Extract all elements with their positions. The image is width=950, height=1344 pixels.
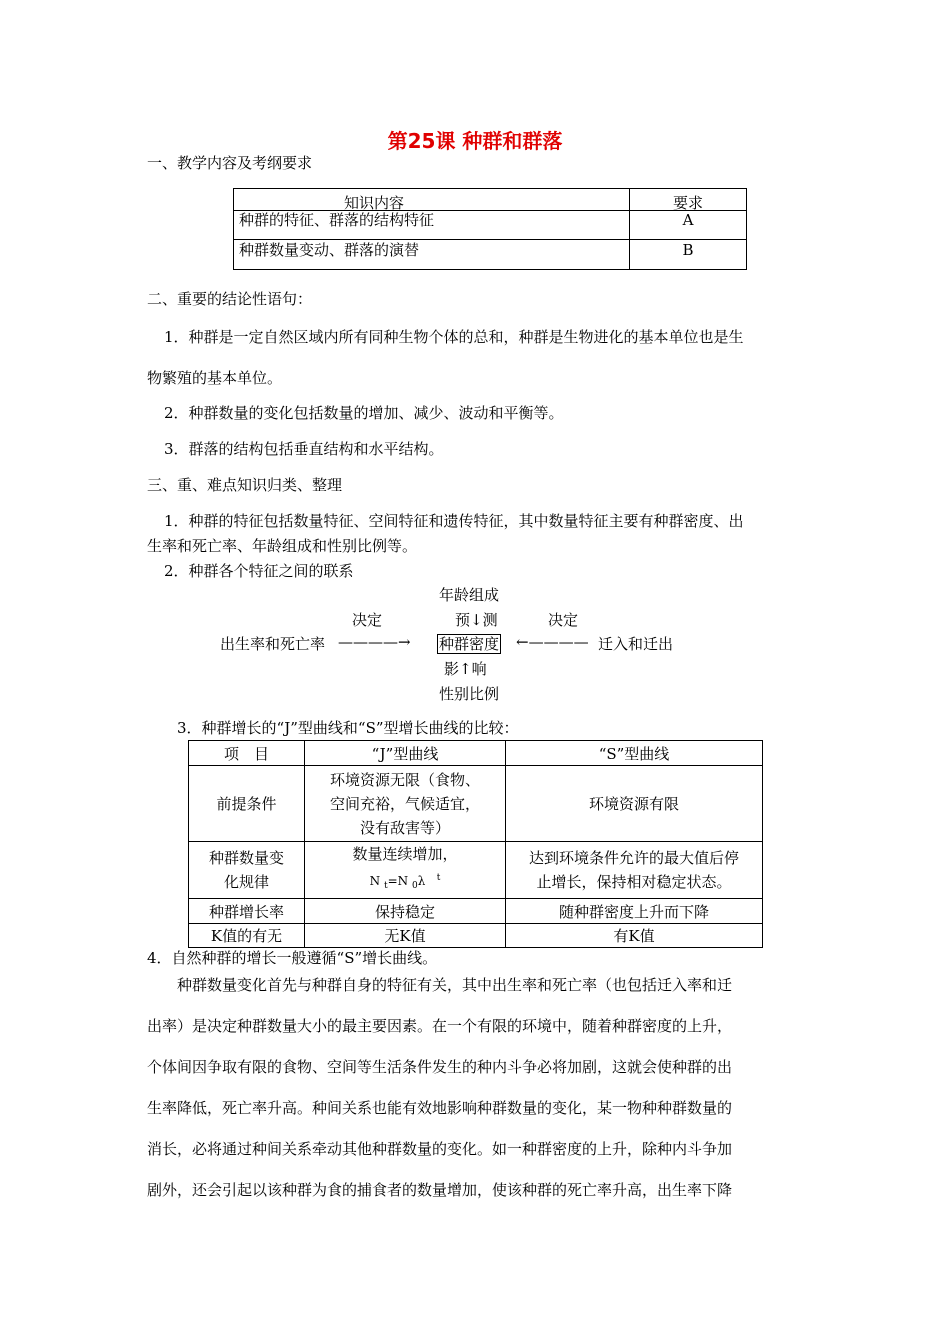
cell-line: 空间充裕，气候适宜， [329, 794, 480, 813]
paragraph-line: 2．种群数量的变化包括数量的增加、减少、波动和平衡等。 [164, 404, 564, 422]
affect-label: 影↑响 [444, 660, 487, 678]
table-cell [305, 842, 506, 899]
table-cell: 无K值 [305, 924, 506, 948]
table-row [189, 766, 763, 842]
age-structure-label: 年龄组成 [439, 586, 500, 604]
cell-line: 种群数量变 [208, 849, 284, 867]
paragraph-line: 个体间因争取有限的食物、空间等生活条件发生的种内斗争必将加剧，这就会使种群的出 [147, 1058, 733, 1076]
row-label [189, 842, 305, 899]
formula-part: λ [417, 874, 426, 888]
table-cell: 环境资源有限 [506, 766, 763, 842]
table-cell: A [630, 211, 747, 240]
paragraph-line: 消长，必将通过种间关系牵动其他种群数量的变化。如一种群密度的上升，除种内斗争加 [147, 1140, 733, 1158]
header-s-curve: “S”型曲线 [506, 741, 763, 766]
header-knowledge: 知识内容 [234, 189, 630, 211]
right-arrow: ←———— [516, 633, 589, 651]
table-cell: 随种群密度上升而下降 [506, 899, 763, 924]
paragraph-line: 剧外，还会引起以该种群为食的捕食者的数量增加，使该种群的死亡率升高，出生率下降 [147, 1181, 733, 1199]
table-cell: B [630, 240, 747, 270]
decide-right-label: 决定 [548, 611, 579, 629]
page-title: 第25课 种群和群落 [387, 129, 563, 153]
paragraph-line: 1．种群的特征包括数量特征、空间特征和遗传特征，其中数量特征主要有种群密度、出 [164, 512, 744, 530]
formula-part: t [383, 881, 388, 891]
table-row [234, 211, 747, 240]
curve-comparison-table [188, 740, 763, 948]
section2-heading: 二、重要的结论性语句： [147, 290, 313, 308]
table-row [189, 899, 763, 924]
table-cell: 种群的特征、群落的结构特征 [234, 211, 630, 240]
sex-ratio-label: 性别比例 [439, 685, 500, 703]
cell-line: 数量连续增加， [352, 845, 458, 863]
population-density-box: 种群密度 [439, 635, 500, 653]
section1-heading: 一、教学内容及考纲要求 [147, 154, 313, 172]
left-arrow: ————→ [338, 633, 411, 651]
table-header-row [234, 189, 747, 211]
row-label: K值的有无 [189, 924, 305, 948]
paragraph-line: 2．种群各个特征之间的联系 [164, 562, 354, 580]
formula-part: t [436, 873, 441, 883]
cell-line: 止增长，保持相对稳定状态。 [536, 873, 732, 891]
decide-left-label: 决定 [352, 611, 383, 629]
growth-formula [310, 866, 500, 898]
table-cell [506, 842, 763, 899]
paragraph-line: 1．种群是一定自然区域内所有同种生物个体的总和，种群是生物进化的基本单位也是生 [164, 328, 744, 346]
table-cell: 有K值 [506, 924, 763, 948]
predict-label: 预↓测 [455, 611, 498, 629]
table-header-row [189, 741, 763, 766]
table-cell: 保持稳定 [305, 899, 506, 924]
table-row [189, 924, 763, 948]
row-label: 种群增长率 [189, 899, 305, 924]
paragraph-line: 3．种群增长的“J”型曲线和“S”型增长曲线的比较： [177, 719, 519, 737]
paragraph-line: 物繁殖的基本单位。 [147, 369, 283, 387]
header-j-curve: “J”型曲线 [305, 741, 506, 766]
formula-part: N [369, 874, 381, 888]
paragraph-line: 生率和死亡率、年龄组成和性别比例等。 [147, 537, 418, 555]
table-row [234, 240, 747, 270]
table-cell: 种群数量变动、群落的演替 [234, 240, 630, 270]
table-row [189, 842, 763, 899]
paragraph-line: 种群数量变化首先与种群自身的特征有关，其中出生率和死亡率（也包括迁入率和迁 [177, 976, 733, 994]
paragraph-line: 3．群落的结构包括垂直结构和水平结构。 [164, 440, 444, 458]
section3-heading: 三、重、难点知识归类、整理 [147, 476, 343, 494]
paragraph-line: 出率）是决定种群数量大小的最主要因素。在一个有限的环境中，随着种群密度的上升， [147, 1017, 733, 1035]
birth-death-rate-label: 出生率和死亡率 [220, 635, 326, 653]
paragraph-line: 生率降低，死亡率升高。种间关系也能有效地影响种群数量的变化，某一物种种群数量的 [147, 1099, 733, 1117]
cell-line: 达到环境条件允许的最大值后停 [528, 849, 739, 867]
cell-line: 环境资源无限（食物、 [329, 770, 480, 789]
cell-line: 化规律 [223, 873, 269, 891]
paragraph-line: 4．自然种群的增长一般遵循“S”增长曲线。 [147, 949, 438, 967]
header-requirement: 要求 [630, 189, 747, 211]
formula-part: =N [387, 874, 409, 888]
row-label: 前提条件 [189, 766, 305, 842]
migration-label: 迁入和迁出 [598, 635, 674, 653]
header-item: 项 目 [189, 741, 305, 766]
syllabus-table [233, 188, 747, 270]
table-cell [305, 766, 506, 842]
formula-part: 0 [411, 881, 418, 891]
cell-line: 没有敌害等） [359, 818, 450, 837]
